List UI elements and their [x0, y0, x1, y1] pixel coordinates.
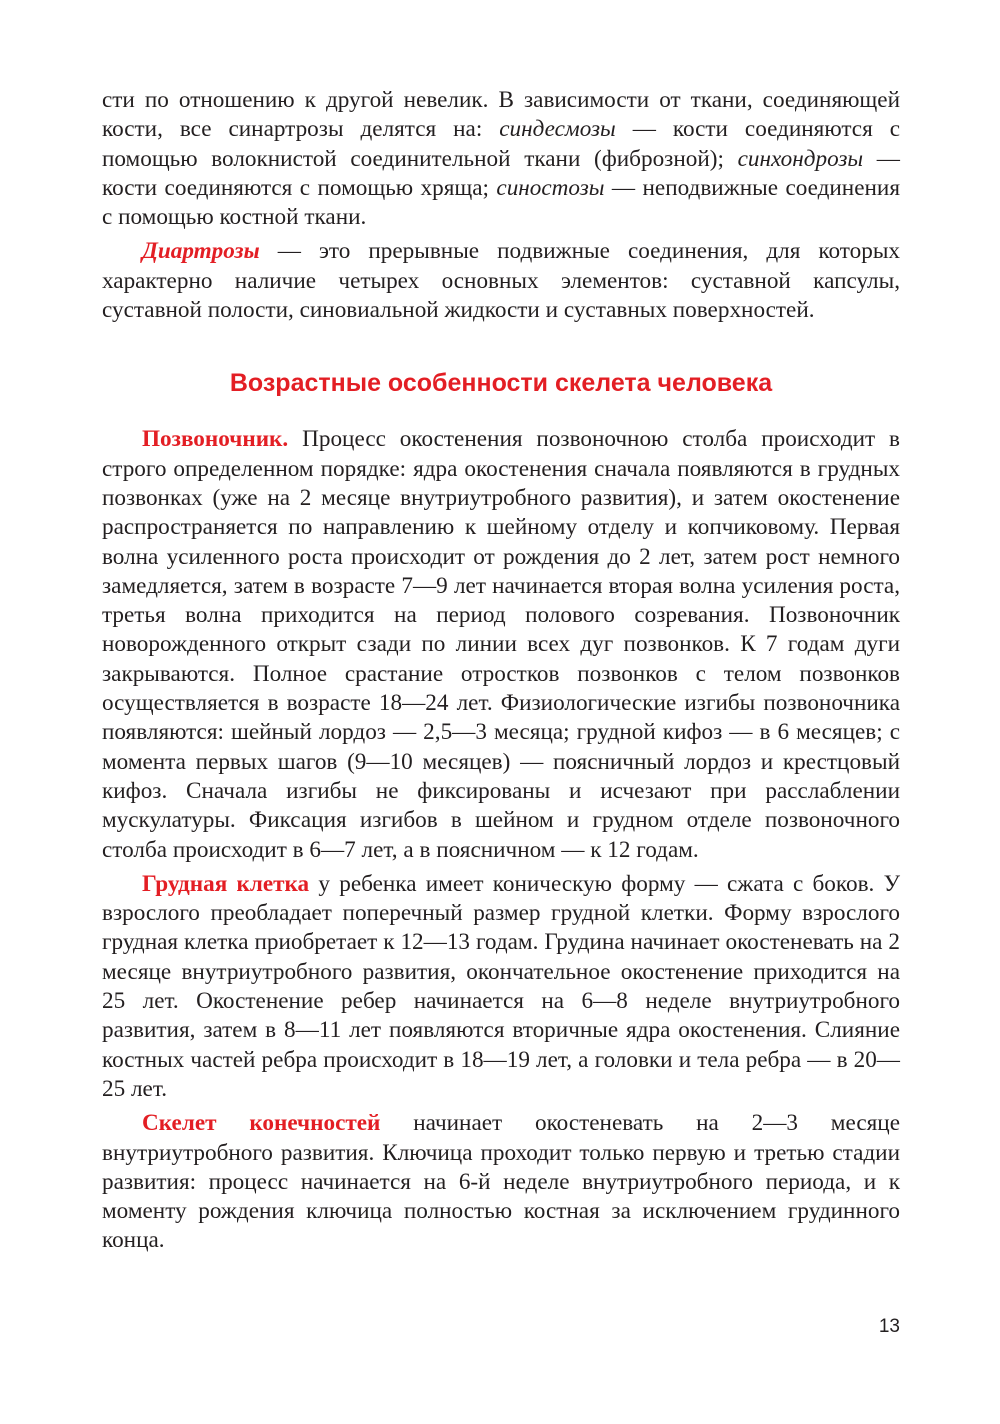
section-heading: Возрастные особенности скелета человека [229, 369, 773, 398]
term-synchondroses: синхондрозы [737, 145, 864, 172]
term-limbs: Скелет конечностей [142, 1110, 381, 1137]
paragraph-text: — кости соединяются с помощью хряща; [102, 145, 900, 201]
paragraph-spine [102, 425, 900, 864]
paragraph-synarthroses [102, 86, 900, 232]
term-syndesmoses: синдесмозы [499, 116, 616, 143]
paragraph-diarthroses [102, 237, 900, 325]
term-synostoses: синостозы [496, 174, 605, 201]
paragraph-text: сти по отношению к другой невелик. В зависимости от ткани, соединяющей кости, все синартрозы делятся на: [102, 87, 900, 143]
paragraph-text: — это прерывные подвижные соединения, для которых характерно наличие четырех основных элементов: суставной капсулы, суставной полости, синовиальной жидкости и суставных поверхностей. [102, 238, 900, 324]
paragraph-text: — неподвижные соединения с помощью костной ткани. [102, 174, 900, 231]
paragraph-text: Процесс окостенения позвоночною столба происходит в строго определенном порядке: ядра окостенения сначала появляются в грудных позвонках (уже на 2 месяце внутриутробного развития), и затем окостенение распространяется по направлению к шейному отделу и копчиковому. Первая волна усиленного роста происходит от рождения до 2 лет, затем рост немного замедляется, затем в возрасте 7—9 лет начинается вторая волна усиления роста, третья волна приходится на период полового созревания. Позвоночник новорожденного открыт сзади по линии всех дуг позвонков. К 7 годам дуги закрываются. Полное срастание отростков позвонков с телом позвонков осуществляется в возрасте 18—24 лет. Физиологические изгибы позвоночника появляются: шейный лордоз — 2,5—3 месяца; грудной кифоз — в 6 месяцев; с момента первых шагов (9—10 месяцев) — поясничный лордоз и крестцовый кифоз. Сначала изгибы не фиксированы и исчезают при расслаблении мускулатуры. Фиксация изгибов в шейном и грудном отделе позвоночного столба происходит в 6—7 лет, а в поясничном — к 12 годам. [102, 426, 900, 863]
paragraph-limbs [102, 1109, 900, 1255]
page-number: 13 [878, 1316, 900, 1337]
paragraph-text: — кости соединяются с помощью волокнистой соединительной ткани (фиброзной); [102, 116, 900, 172]
paragraph-text: начинает окостеневать на 2—3 месяце внутриутробного развития. Ключица проходит только первую и третью стадии развития: процесс начинается на 6-й неделе внутриутробного периода, и к моменту рождения ключица полностью костная за исключением грудинного конца. [102, 1110, 900, 1254]
page-content [102, 86, 900, 1256]
paragraph-text: у ребенка имеет коническую форму — сжата с боков. У взрослого преобладает поперечный размер грудной клетки. Форму взрослого грудная клетка приобретает к 12—13 годам. Грудина начинает окостеневать на 2 месяце внутриутробного развития, окончательное окостенение приходится на 25 лет. Окостенение ребер начинается на 6—8 неделе внутриутробного развития, затем в 8—11 лет появляются вторичные ядра окостенения. Слияние костных частей ребра происходит в 18—19 лет, а головки и тела ребра — в 20—25 лет. [102, 870, 900, 1102]
paragraph-chest [102, 870, 900, 1104]
term-chest: Грудная клетка [142, 870, 310, 897]
term-spine: Позвоночник. [142, 426, 289, 453]
term-diarthroses: Диартрозы [142, 238, 260, 265]
